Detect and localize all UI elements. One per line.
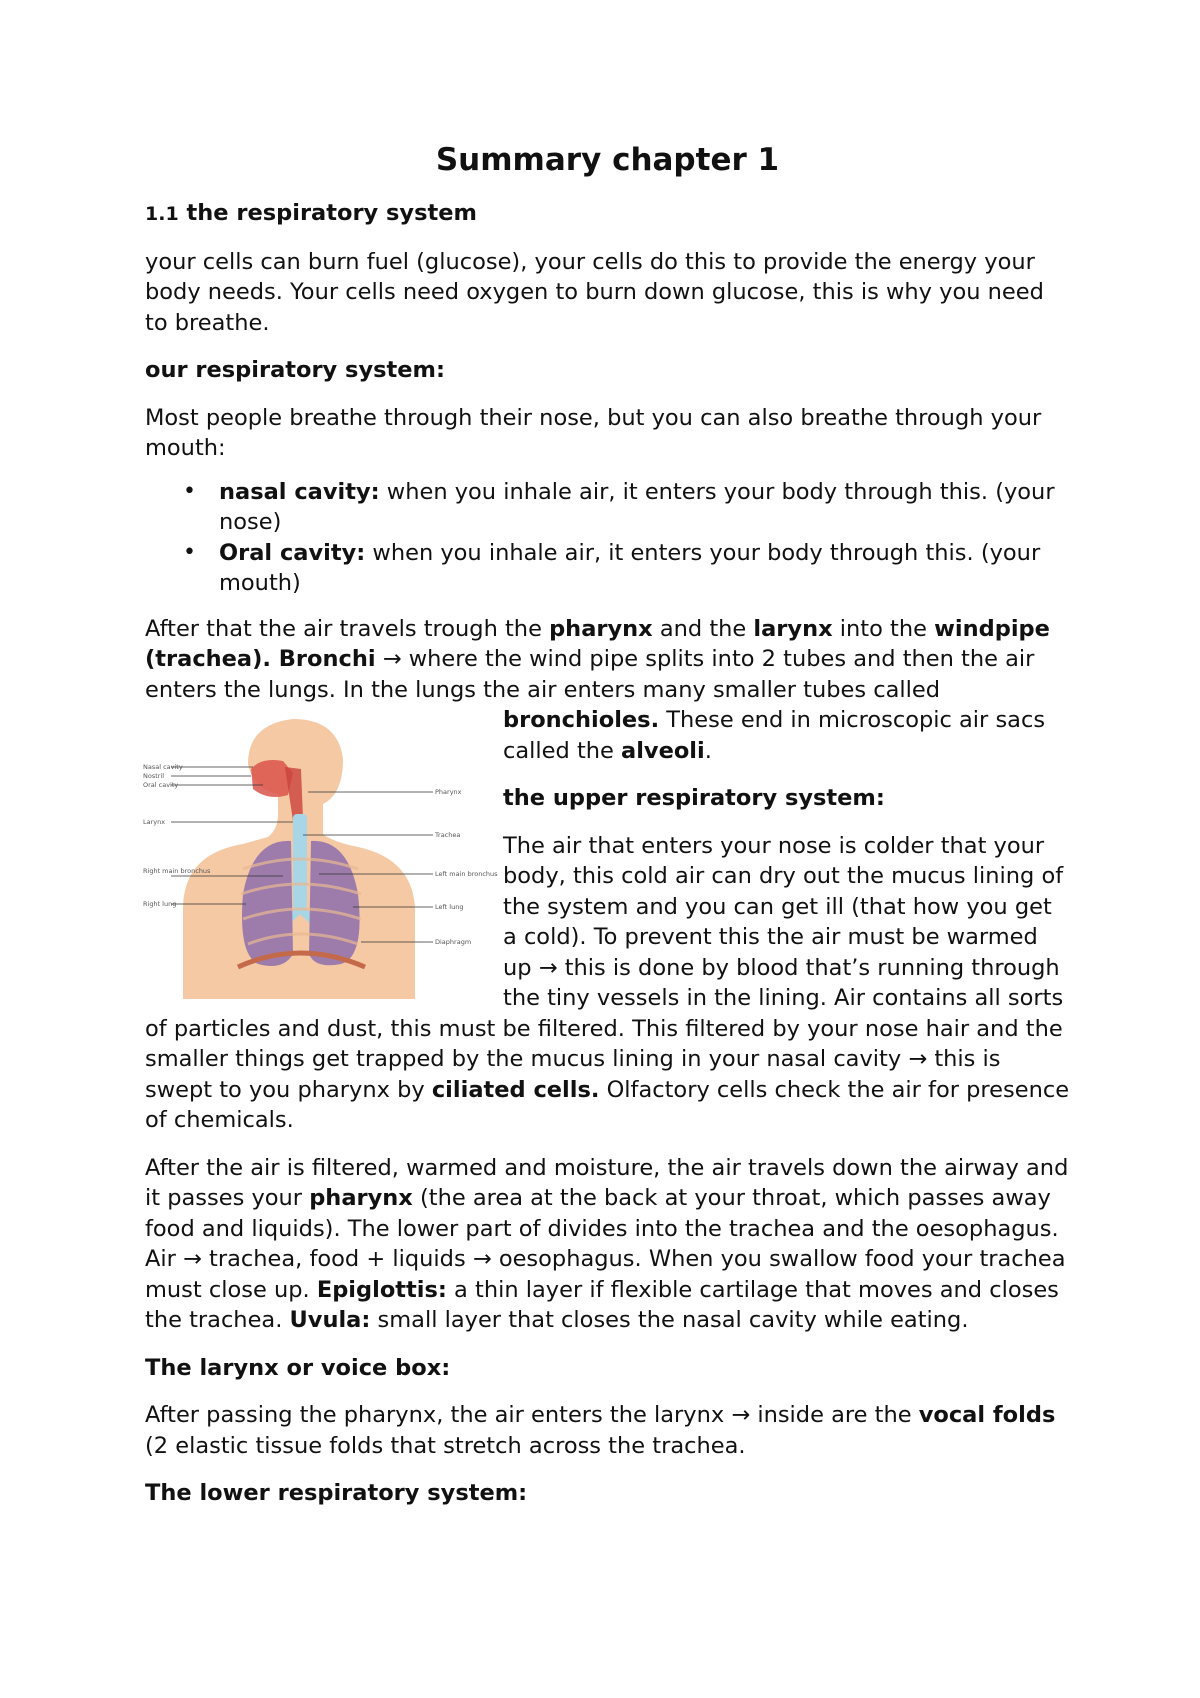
- label-trachea: Trachea: [435, 831, 461, 839]
- label-oral-cavity: Oral cavity: [143, 781, 179, 789]
- label-right-main-bronchus: Right main bronchus: [143, 867, 211, 875]
- label-left-lung: Left lung: [435, 903, 464, 911]
- larynx-paragraph: After passing the pharynx, the air enters the larynx → inside are the vocal folds (2 elastic tissue folds that stretch across the trachea.: [145, 1402, 1056, 1459]
- label-diaphragm: Diaphragm: [435, 938, 472, 946]
- our-system-paragraph: Most people breathe through their nose, but you can also breathe through your mouth:: [145, 404, 1042, 461]
- upper-system-heading: the upper respiratory system:: [503, 785, 885, 811]
- label-nasal-cavity: Nasal cavity: [143, 763, 183, 771]
- larynx-heading: The larynx or voice box:: [145, 1354, 451, 1381]
- nasal-cavity: [251, 760, 303, 821]
- bronchioles-paragraph: bronchioles. These end in microscopic air sacs called the alveoli.: [503, 707, 1046, 764]
- section-heading: [145, 198, 1070, 230]
- respiratory-system-diagram: [143, 709, 498, 999]
- cavity-list: [145, 477, 1070, 599]
- page-title: Summary chapter 1: [435, 142, 780, 178]
- label-left-main-bronchus: Left main bronchus: [435, 870, 498, 878]
- document-body: [145, 140, 1070, 1526]
- label-right-lung: Right lung: [143, 900, 177, 908]
- list-item: • nasal cavity: when you inhale air, it enters your body through this. (your nose): [145, 477, 1070, 538]
- our-system-heading: our respiratory system:: [145, 357, 445, 383]
- label-nostril: Nostril: [143, 772, 165, 780]
- pharynx-paragraph: After the air is filtered, warmed and moisture, the air travels down the airway and it passes your pharynx (the area at the back at your throat, which passes away food and liquids). The lower part of divides into the trachea and the oesophagus. Air → trachea, food + liquids → oesophagus. When you swallow food your trachea must close up. Epiglottis: a thin layer if flexible cartilage that moves and closes the trachea. Uvula: small layer that closes the nasal cavity while eating.: [145, 1154, 1069, 1333]
- label-pharynx: Pharynx: [435, 788, 462, 796]
- label-larynx: Larynx: [143, 818, 166, 826]
- intro-paragraph: your cells can burn fuel (glucose), your cells do this to provide the energy your body needs. Your cells need oxygen to burn down glucose, this is why you need to breathe.: [145, 248, 1044, 336]
- airway-paragraph: After that the air travels trough the pharynx and the larynx into the windpipe (trachea). Bronchi → where the wind pipe splits into 2 tubes and then the air enters the lungs. In the lungs the air enters many smaller tubes called: [145, 615, 1050, 703]
- lower-system-heading: The lower respiratory system:: [145, 1480, 528, 1506]
- section-number: 1.1: [145, 203, 179, 225]
- section-title: the respiratory system: [186, 200, 477, 226]
- upper-system-paragraph: The air that enters your nose is colder that your body, this cold air can dry out the mucus lining of the system and you can get ill (that how you get a cold). To prevent this the air must be warmed up → this is done by blood that’s running through the tiny vessels in the lining. Air contains all sorts of particles and dust, this must be filtered. This filtered by your nose hair and the smaller things get trapped by the mucus lining in your nasal cavity → this is swept to you pharynx by ciliated cells. Olfactory cells check the air for presence of chemicals.: [145, 832, 1070, 1133]
- list-item: • Oral cavity: when you inhale air, it enters your body through this. (your mouth): [145, 538, 1070, 599]
- respiratory-illustration: [143, 709, 498, 999]
